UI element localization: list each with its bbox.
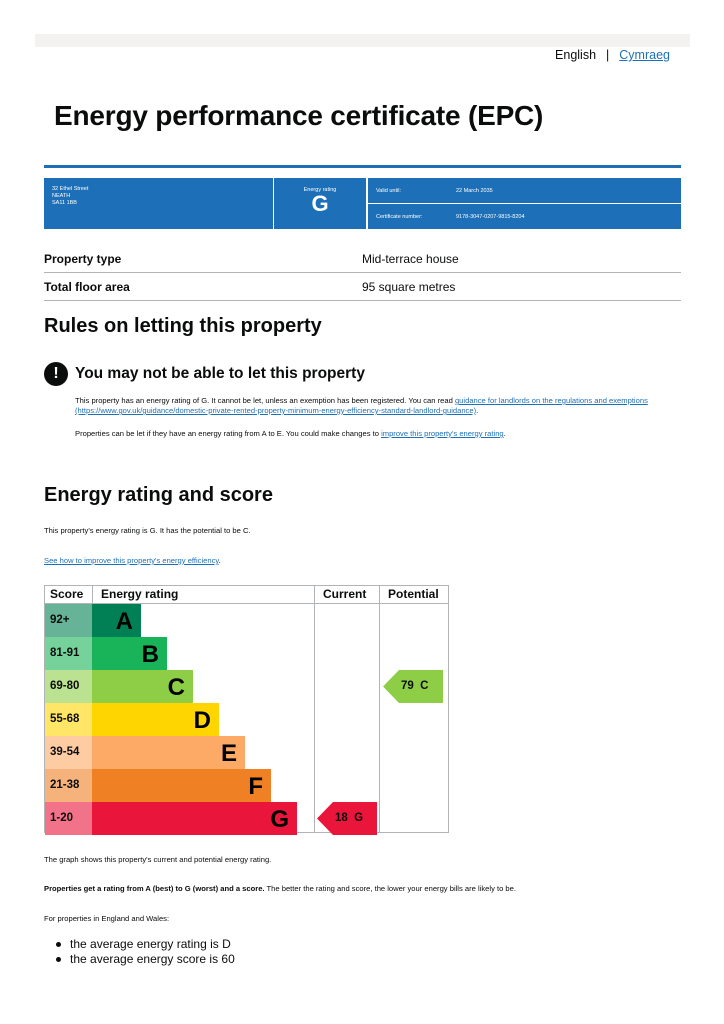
address-line-3: SA11 1BB bbox=[52, 200, 77, 206]
chart-column-divider bbox=[314, 586, 315, 832]
rules-heading: Rules on letting this property bbox=[44, 315, 322, 337]
potential-rating-label: 79 C bbox=[401, 680, 429, 692]
band-bar-d: D bbox=[92, 703, 219, 736]
certificate-number-label: Certificate number: bbox=[376, 214, 423, 220]
address-line-2: NEATH bbox=[52, 193, 71, 199]
energy-rating-chart bbox=[44, 585, 449, 833]
average-list bbox=[70, 937, 235, 967]
address-line-1: 32 Ethel Street bbox=[52, 186, 89, 192]
rules-paragraph-1-text: This property has an energy rating of G. It cannot be let, unless an exemption has been registered. You can read bbox=[75, 396, 455, 405]
energy-summary: This property's energy rating is G. It has the potential to be C. bbox=[44, 526, 251, 535]
rules-paragraph-2 bbox=[75, 429, 680, 439]
language-switcher bbox=[555, 48, 670, 62]
property-row bbox=[44, 273, 681, 301]
title-divider bbox=[44, 165, 681, 168]
address-block bbox=[44, 178, 273, 229]
valid-until-value: 22 March 2035 bbox=[456, 188, 493, 194]
language-separator: | bbox=[606, 48, 610, 62]
band-bar-f: F bbox=[92, 769, 271, 802]
valid-until-block bbox=[368, 178, 681, 203]
band-score-d: 55-68 bbox=[45, 703, 92, 736]
england-wales-label: For properties in England and Wales: bbox=[44, 914, 170, 923]
certificate-header bbox=[44, 178, 681, 229]
rules-paragraph-2-text: Properties can be let if they have an energy rating from A to E. You could make changes to bbox=[75, 429, 382, 438]
top-band bbox=[35, 34, 690, 47]
valid-until-label: Valid until: bbox=[376, 188, 401, 194]
band-bar-e: E bbox=[92, 736, 245, 769]
band-bar-c: C bbox=[92, 670, 193, 703]
energy-heading: Energy rating and score bbox=[44, 484, 273, 506]
property-row bbox=[44, 245, 681, 273]
rating-block bbox=[274, 178, 366, 229]
property-label: Property type bbox=[44, 252, 122, 266]
language-current: English bbox=[555, 48, 597, 62]
rules-paragraph-2-end: . bbox=[503, 429, 506, 438]
list-item: the average energy rating is D bbox=[70, 937, 235, 952]
chart-column-divider bbox=[379, 586, 380, 832]
page-title: Energy performance certificate (EPC) bbox=[54, 100, 544, 131]
property-value: Mid-terrace house bbox=[362, 252, 459, 266]
band-score-b: 81-91 bbox=[45, 637, 92, 670]
band-score-g: 1-20 bbox=[45, 802, 92, 835]
list-item: the average energy score is 60 bbox=[70, 952, 235, 966]
band-bar-a: A bbox=[92, 604, 141, 637]
rules-paragraph-1 bbox=[75, 396, 680, 416]
rating-letter: G bbox=[311, 191, 329, 216]
band-score-f: 21-38 bbox=[45, 769, 92, 802]
graph-note: The graph shows this property's current and potential energy rating. bbox=[44, 855, 272, 864]
certificate-number-block bbox=[368, 204, 681, 229]
band-score-e: 39-54 bbox=[45, 736, 92, 769]
property-value: 95 square metres bbox=[362, 280, 456, 294]
language-cymraeg-link[interactable]: Cymraeg bbox=[619, 48, 670, 62]
current-rating-arrow bbox=[317, 802, 377, 835]
landlord-guidance-link[interactable]: guidance for landlords on the regulations and exemptions (https://www.gov.uk/guidance/domestic-private-rented-property-minimum-energy-efficiency-standard-landlord-guidance) bbox=[75, 396, 648, 415]
potential-rating-arrow bbox=[383, 670, 443, 703]
chart-header-current: Current bbox=[323, 587, 367, 601]
rating-explanation bbox=[44, 884, 516, 894]
band-bar-b: B bbox=[92, 637, 167, 670]
band-score-c: 69-80 bbox=[45, 670, 92, 703]
current-rating-label: 18 G bbox=[335, 812, 364, 824]
property-summary-table bbox=[44, 245, 681, 301]
warning-heading: You may not be able to let this property bbox=[75, 365, 365, 382]
chart-header-rating: Energy rating bbox=[101, 587, 179, 601]
chart-header-score: Score bbox=[50, 587, 84, 601]
band-score-a: 92+ bbox=[45, 604, 92, 637]
warning-icon: ! bbox=[44, 362, 68, 386]
improve-rating-link[interactable]: improve this property's energy rating bbox=[381, 429, 504, 438]
energy-link-end: . bbox=[218, 556, 221, 565]
rating-explanation-bold: Properties get a rating from A (best) to G (worst) and a score. bbox=[44, 884, 265, 893]
chart-header-potential: Potential bbox=[388, 587, 439, 601]
improve-efficiency-link[interactable]: See how to improve this property's energy efficiency bbox=[44, 556, 219, 565]
rules-paragraph-1-end: . bbox=[476, 406, 479, 415]
property-label: Total floor area bbox=[44, 280, 130, 294]
rating-explanation-rest: The better the rating and score, the lower your energy bills are likely to be. bbox=[264, 884, 516, 893]
rating-label: Energy rating bbox=[303, 187, 337, 193]
certificate-number-value: 9178-3047-0207-9815-8204 bbox=[456, 214, 525, 220]
band-bar-g: G bbox=[92, 802, 297, 835]
energy-link-paragraph bbox=[44, 556, 221, 566]
